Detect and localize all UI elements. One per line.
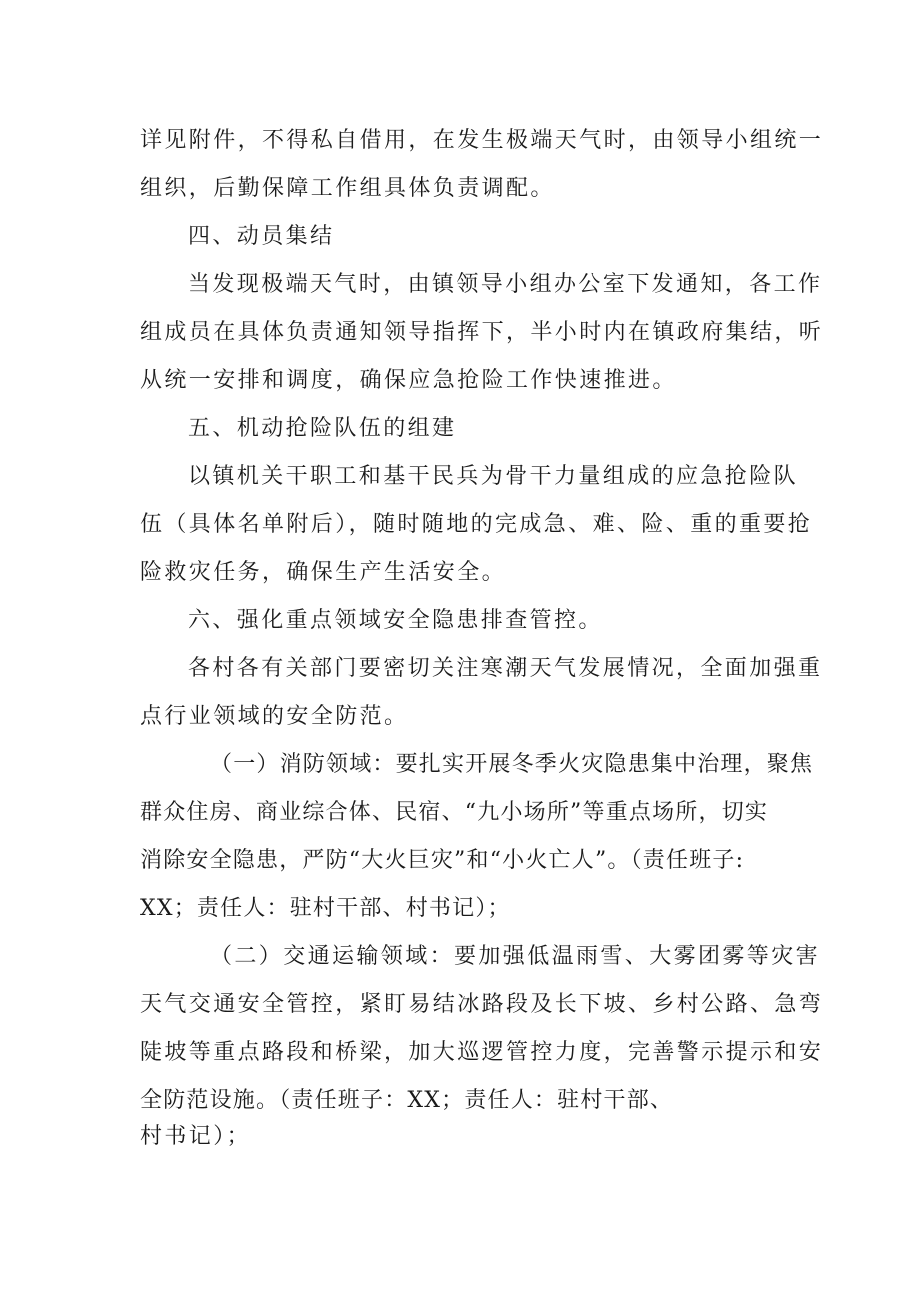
paragraph-line: （二）交通运输领域：要加强低温雨雪、大雾团雾等灾害 <box>210 944 821 969</box>
paragraph-line: 村书记）； <box>140 1124 252 1149</box>
paragraph-line: 伍（具体名单附后），随时随地的完成急、难、险、重的重要抢 <box>140 512 813 537</box>
section-heading: 四、动员集结 <box>188 224 335 249</box>
paragraph-line: XX；责任人：驻村干部、村书记）； <box>140 896 511 921</box>
paragraph-line: 陡坡等重点路段和桥梁，加大巡逻管控力度，完善警示提示和安 <box>140 1040 824 1065</box>
paragraph-line: 从统一安排和调度，确保应急抢险工作快速推进。 <box>140 368 677 393</box>
paragraph-line: 详见附件，不得私自借用，在发生极端天气时，由领导小组统一 <box>140 128 824 153</box>
paragraph-line: 点行业领域的安全防范。 <box>140 704 409 729</box>
paragraph-line: 组织，后勤保障工作组具体负责调配。 <box>140 176 555 201</box>
paragraph-line: 险救灾任务，确保生产生活安全。 <box>140 560 507 585</box>
paragraph-line: 组成员在具体负责通知领导指挥下，半小时内在镇政府集结，听 <box>140 320 824 345</box>
paragraph-line: （一）消防领域：要扎实开展冬季火灾隐患集中治理，聚焦 <box>210 752 814 777</box>
paragraph-line: 各村各有关部门要密切关注寒潮天气发展情况，全面加强重 <box>188 656 823 681</box>
paragraph-line: 以镇机关干职工和基干民兵为骨干力量组成的应急抢险队 <box>188 464 799 489</box>
paragraph-line: 天气交通安全管控，紧盯易结冰路段及长下坡、乡村公路、急弯 <box>140 992 824 1017</box>
paragraph-line: 全防范设施。（责任班子：XX；责任人：驻村干部、 <box>140 1088 674 1113</box>
paragraph-line: 群众住房、商业综合体、民宿、“九小场所”等重点场所，切实 <box>140 800 769 825</box>
paragraph-line: 消除安全隐患，严防“大火巨灾”和“小火亡人”。（责任班子: <box>140 848 745 873</box>
section-heading: 五、机动抢险队伍的组建 <box>188 416 457 441</box>
section-heading: 六、强化重点领域安全隐患排查管控。 <box>188 608 603 633</box>
paragraph-line: 当发现极端天气时，由镇领导小组办公室下发通知，各工作 <box>188 272 823 297</box>
